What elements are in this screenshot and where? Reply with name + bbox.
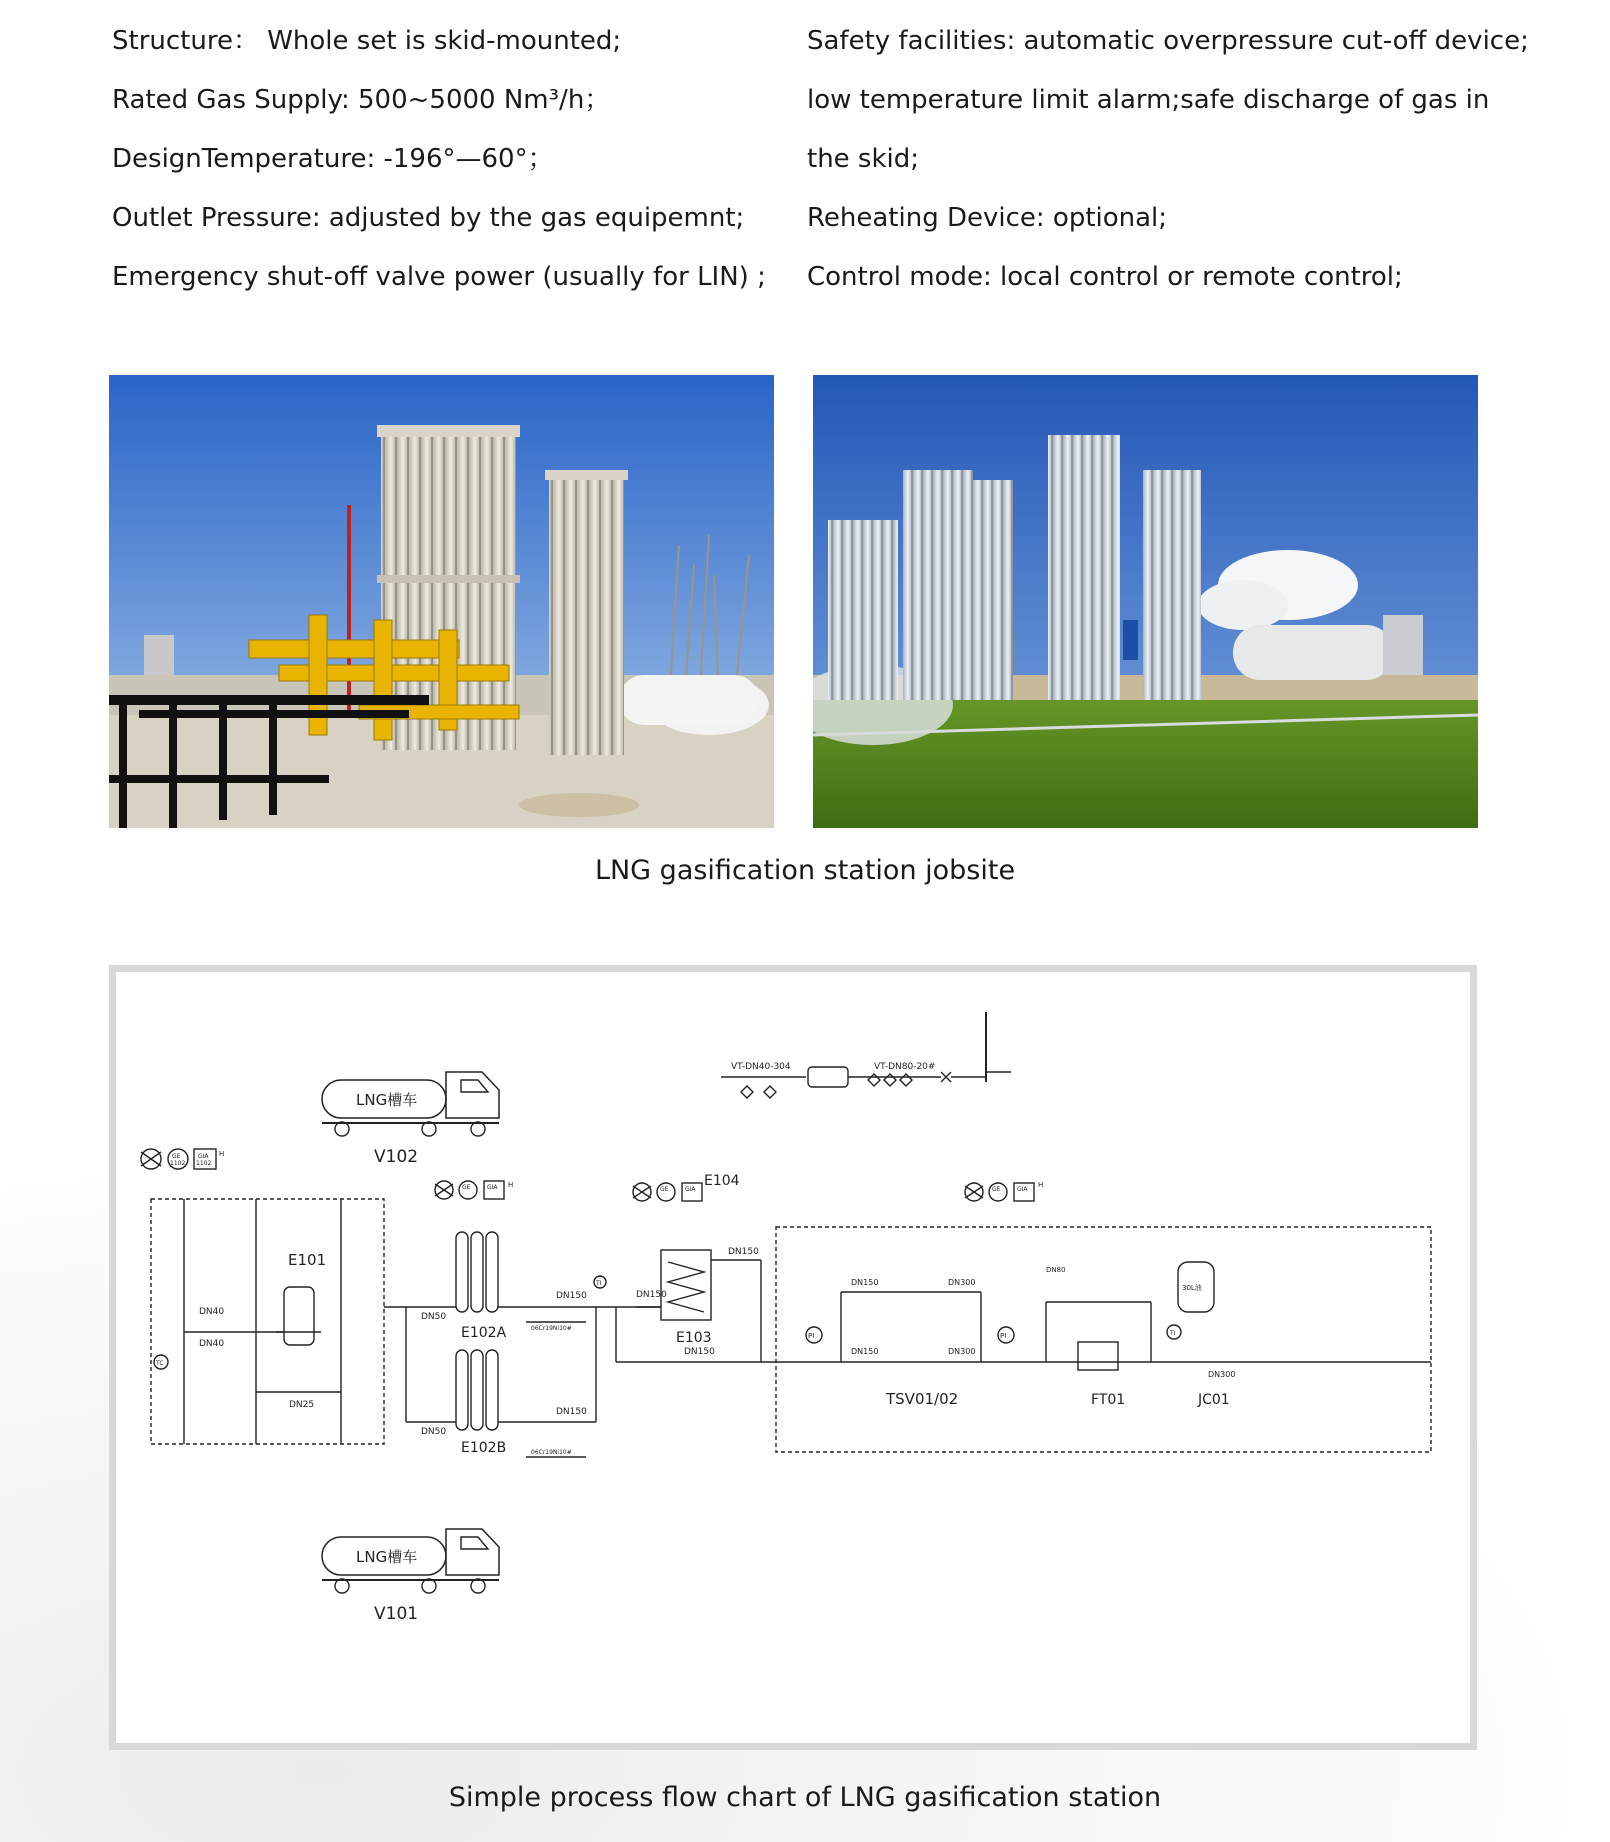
vent-label-2: VT-DN80-20# [874, 1062, 936, 1072]
truck-label-v101: LNG槽车 [356, 1548, 418, 1566]
svg-text:DN300: DN300 [948, 1347, 976, 1356]
spec-rated-gas-supply: Rated Gas Supply: 500~5000 Nm³/h； [112, 85, 611, 115]
label-e101: E101 [288, 1251, 327, 1269]
svg-text:H: H [219, 1150, 225, 1158]
vaporizer-e102b [421, 1350, 596, 1457]
svg-text:PI: PI [1000, 1332, 1007, 1340]
svg-text:DN150: DN150 [851, 1347, 879, 1356]
label-e104: E104 [704, 1173, 740, 1189]
instrument-group-1 [141, 1149, 224, 1169]
svg-text:TI: TI [1170, 1330, 1176, 1337]
spec-design-temperature: DesignTemperature: -196°—60°； [112, 144, 554, 174]
svg-text:DN50: DN50 [421, 1427, 447, 1437]
spec-structure: Structure： Whole set is skid-mounted; [112, 26, 622, 56]
svg-text:GIA: GIA [487, 1184, 498, 1191]
svg-text:H: H [508, 1181, 514, 1189]
svg-text:06Cr19Ni10#: 06Cr19Ni10# [531, 1325, 572, 1332]
spec-safety-facilities-end: the skid; [807, 144, 920, 174]
svg-text:1102: 1102 [196, 1160, 212, 1167]
svg-text:PI: PI [808, 1332, 815, 1340]
spec-outlet-pressure: Outlet Pressure: adjusted by the gas equipemnt; [112, 203, 745, 233]
svg-text:30L油: 30L油 [1182, 1284, 1202, 1292]
spec-safety-facilities: Safety facilities: automatic overpressure cut-off device; [807, 26, 1529, 56]
spec-control-mode: Control mode: local control or remote control; [807, 262, 1403, 292]
svg-text:GIA: GIA [685, 1186, 696, 1193]
svg-text:DN300: DN300 [948, 1278, 976, 1287]
svg-text:GIA: GIA [198, 1153, 209, 1160]
svg-text:DN150: DN150 [728, 1247, 759, 1257]
instrument-group-3 [633, 1173, 740, 1201]
svg-text:GE: GE [172, 1153, 181, 1160]
truck-v102 [322, 1072, 499, 1167]
svg-text:DN150: DN150 [556, 1291, 587, 1301]
vent-line [721, 1012, 1011, 1098]
svg-text:DN150: DN150 [684, 1347, 715, 1357]
svg-text:TC: TC [156, 1360, 164, 1367]
svg-text:DN50: DN50 [421, 1312, 447, 1322]
label-e103: E103 [676, 1330, 712, 1346]
label-ft01: FT01 [1091, 1392, 1126, 1408]
label-tsv: TSV01/02 [886, 1390, 959, 1408]
svg-text:H: H [1038, 1181, 1044, 1189]
label-e102a: E102A [461, 1325, 507, 1341]
svg-text:DN40: DN40 [199, 1339, 225, 1349]
truck-v101 [322, 1529, 499, 1624]
jobsite-photo-left [109, 375, 774, 828]
truck-label-v102: LNG槽车 [356, 1091, 418, 1109]
svg-text:1102: 1102 [170, 1160, 186, 1167]
svg-text:GIA: GIA [1017, 1186, 1028, 1193]
svg-text:GE: GE [660, 1186, 669, 1193]
caption-flow-chart: Simple process flow chart of LNG gasification station [448, 1782, 1162, 1813]
svg-text:DN150: DN150 [851, 1278, 879, 1287]
svg-text:GE: GE [992, 1186, 1001, 1193]
svg-text:DN150: DN150 [556, 1407, 587, 1417]
svg-text:DN80: DN80 [1046, 1266, 1066, 1274]
skid-e101 [151, 1199, 384, 1444]
vent-label-1: VT-DN40-304 [731, 1062, 791, 1072]
svg-text:06Cr19Ni10#: 06Cr19Ni10# [531, 1449, 572, 1456]
label-e102b: E102B [461, 1440, 507, 1456]
svg-text:GE: GE [462, 1184, 471, 1191]
instrument-group-4 [965, 1181, 1043, 1201]
vaporizer-e102a [421, 1232, 596, 1341]
svg-text:DN25: DN25 [289, 1400, 315, 1410]
spec-list-right [807, 12, 1527, 307]
label-v101: V101 [374, 1604, 419, 1624]
svg-text:DN300: DN300 [1208, 1370, 1236, 1379]
process-flow-chart [109, 965, 1477, 1750]
jobsite-photo-right [813, 375, 1478, 828]
instrument-group-2 [435, 1181, 513, 1199]
caption-jobsite: LNG gasification station jobsite [594, 855, 1016, 886]
spec-list-left [112, 12, 772, 307]
label-jc01: JC01 [1198, 1392, 1230, 1408]
skid-regulator [776, 1227, 1431, 1452]
svg-text:DN150: DN150 [636, 1290, 667, 1300]
spec-safety-facilities-cont: low temperature limit alarm;safe discharge of gas in [807, 85, 1490, 115]
svg-text:DN40: DN40 [199, 1307, 225, 1317]
spec-reheating-device: Reheating Device: optional; [807, 203, 1168, 233]
label-v102: V102 [374, 1147, 419, 1167]
spec-emergency-valve: Emergency shut-off valve power (usually for LIN) ; [112, 262, 766, 292]
svg-text:TI: TI [596, 1280, 602, 1287]
heater-e103 [636, 1247, 761, 1362]
